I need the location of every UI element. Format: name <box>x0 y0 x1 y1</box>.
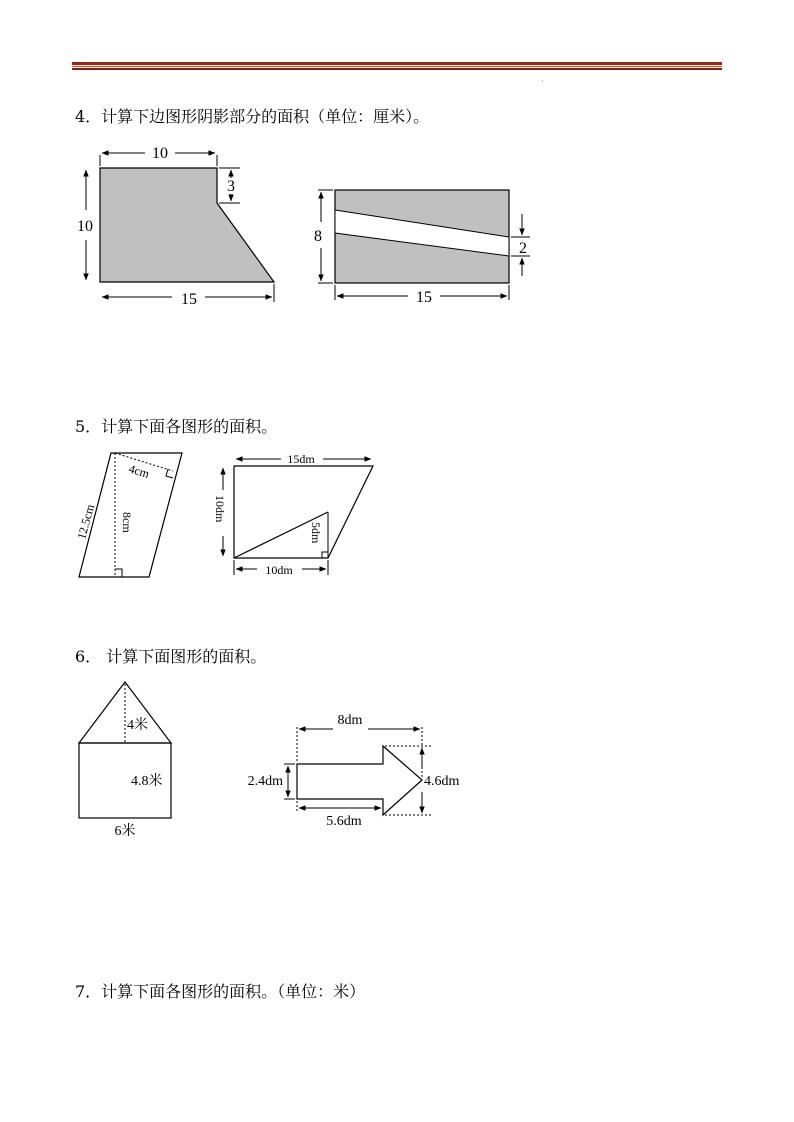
question-6-text: 6． 计算下面图形的面积。 <box>75 647 267 666</box>
q6-rect-height-label: 4.8米 <box>131 774 163 789</box>
q4-step-label: 3 <box>227 178 235 195</box>
question-7-text: 7．计算下面各图形的面积。（单位：米） <box>75 982 366 1001</box>
q5-para-diag-label: 4cm <box>127 461 151 481</box>
q4-left-label: 10 <box>77 218 93 235</box>
q6-length-label: 8dm <box>337 713 363 728</box>
q4-trapezoid-shaded <box>100 168 274 282</box>
q4-rect-bottom-label: 15 <box>416 289 432 306</box>
q5-trapezoid-figure <box>213 452 373 577</box>
question-5-text: 5．计算下面各图形的面积。 <box>75 417 278 436</box>
q5-para-height-label: 8cm <box>120 512 134 533</box>
q4-trapezoid-figure <box>77 145 274 308</box>
q6-roof-height-label: 4米 <box>127 718 148 733</box>
q6-arrow-figure <box>248 713 460 829</box>
q4-top-label: 10 <box>152 145 168 162</box>
q5-trap-left-label: 10dm <box>213 495 227 523</box>
q5-trap-bottom-label: 10dm <box>265 563 293 577</box>
q6-head-width-label: 4.6dm <box>424 774 460 789</box>
q6-shaft-length-label: 5.6dm <box>326 814 362 829</box>
q6-arrow-outline <box>297 746 422 815</box>
q5-trap-top-label: 15dm <box>287 452 315 466</box>
header-mark: · <box>541 77 544 87</box>
q6-base-label: 6米 <box>114 824 136 839</box>
q6-house-figure <box>79 682 171 839</box>
q4-height-label: 8 <box>314 228 322 245</box>
question-4-text: 4．计算下边图形阴影部分的面积（单位：厘米）。 <box>75 107 430 126</box>
q5-parallelogram-figure <box>74 453 182 577</box>
q6-shaft-width-label: 2.4dm <box>247 774 283 789</box>
q4-band-label: 2 <box>519 240 527 257</box>
q5-trapezoid-outline <box>234 466 373 558</box>
q5-para-slant-label: 12.5cm <box>74 502 98 541</box>
q4-rectangle-figure <box>314 190 530 306</box>
q5-trap-tri-label: 5dm <box>309 522 323 544</box>
q4-bottom-label: 15 <box>181 291 197 308</box>
